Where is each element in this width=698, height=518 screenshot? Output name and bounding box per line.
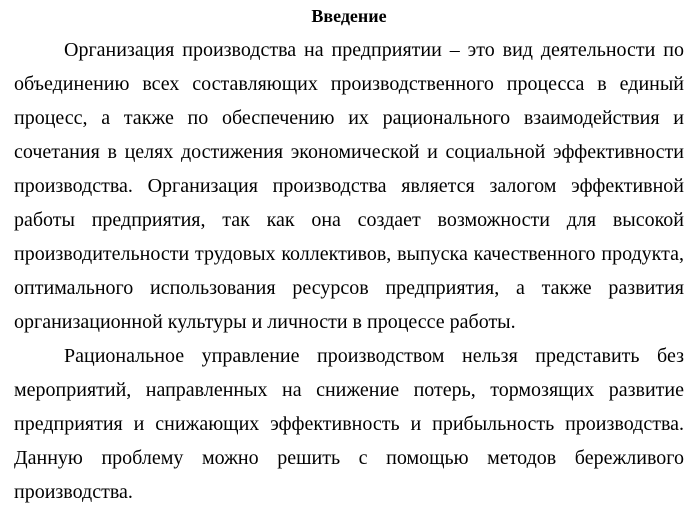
section-title: Введение (311, 6, 387, 26)
paragraph-1: Организация производства на предприятии – это вид деятельности по объединению всех составляющих производственного процесса в единый процесс, а также по обеспечению их рационального взаимодействия и сочетания в целях достижения экономической и социальной эффективности производства. Организация производства является залогом эффективной работы предприятия, так как она создает возможности для высокой производительности трудовых коллективов, выпуска качественного продукта, оптимального использования ресурсов предприятия, а также развития организационной культуры и личности в процессе работы. (14, 39, 684, 333)
paragraph-2: Рациональное управление производством нельзя представить без мероприятий, направленных на снижение потерь, тормозящих развитие предприятия и снижающих эффективность и прибыльность производства. Данную проблему можно решить с помощью методов бережливого производства. (14, 345, 684, 503)
